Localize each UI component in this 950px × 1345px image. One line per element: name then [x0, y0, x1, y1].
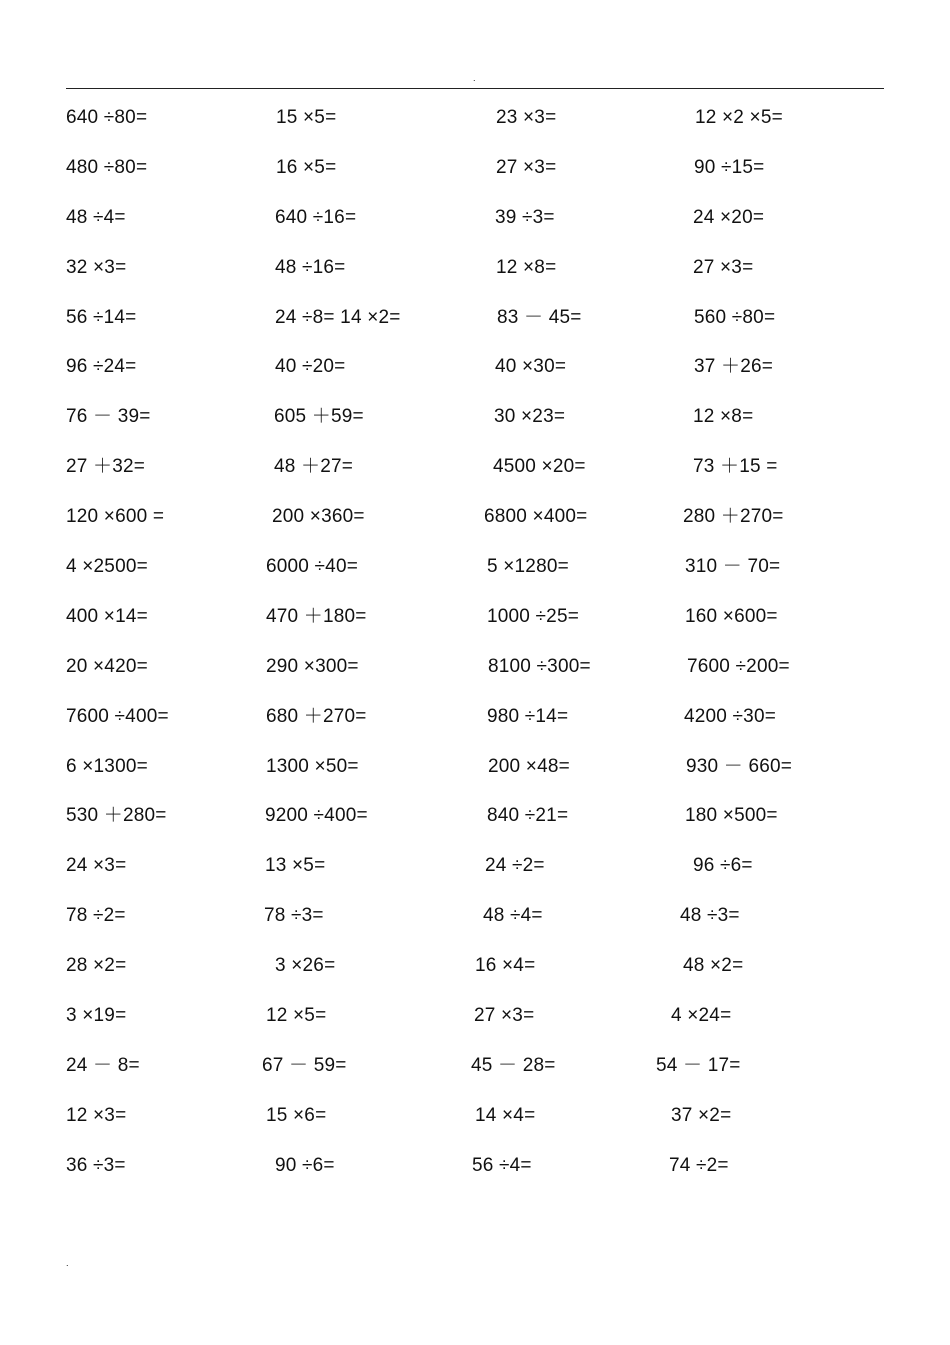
- problem-cell: 37 ＋26=: [694, 356, 774, 378]
- problem-cell: 8100 ÷300=: [488, 655, 591, 677]
- problem-row: [0, 103, 950, 153]
- problem-cell: 40 ×30=: [495, 356, 567, 378]
- problem-cell: 54 － 17=: [656, 1054, 741, 1076]
- problem-cell: 96 ÷6=: [693, 855, 753, 877]
- problem-cell: 12 ×3=: [66, 1104, 127, 1126]
- problem-cell: 4500 ×20=: [493, 456, 586, 478]
- problem-cell: 640 ÷80=: [66, 107, 148, 128]
- problem-cell: 48 ÷4=: [483, 905, 543, 927]
- problem-cell: 12 ×5=: [266, 1005, 327, 1027]
- problem-cell: 5 ×1280=: [487, 556, 569, 578]
- problem-cell: 83 － 45=: [497, 306, 582, 328]
- problem-cell: 1000 ÷25=: [487, 605, 580, 627]
- problem-row: [0, 153, 950, 203]
- problem-cell: 530 ＋280=: [66, 805, 167, 827]
- problem-cell: 9200 ÷400=: [265, 805, 368, 827]
- problem-cell: 200 ×360=: [272, 506, 365, 528]
- problem-cell: 180 ×500=: [685, 805, 778, 827]
- problem-cell: 15 ×6=: [266, 1104, 327, 1126]
- problem-cell: 24 ×20=: [693, 206, 765, 228]
- header-mark: .: [473, 73, 476, 83]
- problem-cell: 120 ×600 =: [66, 506, 165, 528]
- problem-cell: 78 ÷3=: [264, 905, 324, 927]
- problem-cell: 20 ×420=: [66, 655, 148, 677]
- problem-cell: 14 ×4=: [475, 1104, 536, 1126]
- problem-cell: 74 ÷2=: [669, 1154, 729, 1176]
- problem-row: [0, 402, 950, 452]
- problem-cell: 12 ×2 ×5=: [695, 107, 783, 128]
- problem-cell: 4 ×24=: [671, 1005, 732, 1027]
- problem-cell: 24 ÷2=: [485, 855, 545, 877]
- problem-row: [0, 1051, 950, 1101]
- problem-row: [0, 1001, 950, 1051]
- problem-cell: 16 ×5=: [276, 156, 337, 178]
- problem-row: [0, 203, 950, 253]
- problem-row: [0, 253, 950, 303]
- problem-row: [0, 851, 950, 901]
- problem-cell: 400 ×14=: [66, 605, 148, 627]
- problem-row: [0, 652, 950, 702]
- problem-cell: 840 ÷21=: [487, 805, 569, 827]
- problem-cell: 3 ×19=: [66, 1005, 127, 1027]
- problem-row: [0, 352, 950, 402]
- footer-mark: .: [66, 1258, 69, 1268]
- problem-row: [0, 1151, 950, 1201]
- problem-cell: 67 － 59=: [262, 1054, 347, 1076]
- problem-cell: 605 ＋59=: [274, 406, 364, 428]
- problem-cell: 24 － 8=: [66, 1054, 140, 1076]
- problem-cell: 930 － 660=: [686, 755, 793, 777]
- problem-cell: 45 － 28=: [471, 1054, 556, 1076]
- problem-row: [0, 801, 950, 851]
- problem-row: [0, 303, 950, 353]
- problem-cell: 310 － 70=: [685, 556, 781, 578]
- problem-cell: 290 ×300=: [266, 655, 359, 677]
- problem-cell: 90 ÷6=: [275, 1154, 335, 1176]
- problem-cell: 48 ÷4=: [66, 206, 126, 228]
- problem-cell: 4200 ÷30=: [684, 705, 777, 727]
- problem-cell: 200 ×48=: [488, 755, 570, 777]
- problem-cell: 27 ×3=: [496, 156, 557, 178]
- problem-cell: 4 ×2500=: [66, 556, 148, 578]
- problem-cell: 6800 ×400=: [484, 506, 588, 528]
- problem-cell: 78 ÷2=: [66, 905, 126, 927]
- problem-cell: 7600 ÷400=: [66, 705, 169, 727]
- problem-cell: 24 ÷8= 14 ×2=: [275, 306, 401, 328]
- problem-row: [0, 901, 950, 951]
- problem-cell: 48 ÷16=: [275, 256, 346, 278]
- problem-row: [0, 1101, 950, 1151]
- problem-row: [0, 752, 950, 802]
- problem-row: [0, 452, 950, 502]
- problem-cell: 13 ×5=: [265, 855, 326, 877]
- problem-cell: 480 ÷80=: [66, 156, 148, 178]
- problem-cell: 12 ×8=: [496, 256, 557, 278]
- problem-row: [0, 552, 950, 602]
- problem-cell: 280 ＋270=: [683, 506, 784, 528]
- problem-cell: 23 ×3=: [496, 107, 557, 128]
- problem-cell: 560 ÷80=: [694, 306, 776, 328]
- problem-cell: 56 ÷4=: [472, 1154, 532, 1176]
- problem-cell: 160 ×600=: [685, 605, 778, 627]
- problem-cell: 56 ÷14=: [66, 306, 137, 328]
- problem-cell: 30 ×23=: [494, 406, 566, 428]
- problem-cell: 3 ×26=: [275, 955, 336, 977]
- problem-cell: 32 ×3=: [66, 256, 127, 278]
- problem-cell: 36 ÷3=: [66, 1154, 126, 1176]
- problem-cell: 96 ÷24=: [66, 356, 137, 378]
- problem-row: [0, 951, 950, 1001]
- problem-cell: 39 ÷3=: [495, 206, 555, 228]
- problem-cell: 7600 ÷200=: [687, 655, 790, 677]
- problem-cell: 6 ×1300=: [66, 755, 148, 777]
- problem-grid: [0, 103, 950, 1201]
- problem-cell: 6000 ÷40=: [266, 556, 359, 578]
- problem-cell: 90 ÷15=: [694, 156, 765, 178]
- problem-cell: 48 ＋27=: [274, 456, 354, 478]
- problem-cell: 48 ×2=: [683, 955, 744, 977]
- problem-cell: 73 ＋15 =: [693, 456, 778, 478]
- problem-cell: 28 ×2=: [66, 955, 127, 977]
- problem-cell: 980 ÷14=: [487, 705, 569, 727]
- problem-row: [0, 602, 950, 652]
- problem-cell: 16 ×4=: [475, 955, 536, 977]
- problem-cell: 24 ×3=: [66, 855, 127, 877]
- problem-cell: 27 ×3=: [474, 1005, 535, 1027]
- problem-cell: 470 ＋180=: [266, 605, 367, 627]
- problem-cell: 1300 ×50=: [266, 755, 359, 777]
- problem-cell: 12 ×8=: [693, 406, 754, 428]
- problem-cell: 40 ÷20=: [275, 356, 346, 378]
- problem-cell: 37 ×2=: [671, 1104, 732, 1126]
- problem-cell: 680 ＋270=: [266, 705, 367, 727]
- problem-cell: 15 ×5=: [276, 107, 337, 128]
- problem-row: [0, 702, 950, 752]
- problem-cell: 27 ＋32=: [66, 456, 146, 478]
- problem-cell: 48 ÷3=: [680, 905, 740, 927]
- problem-row: [0, 502, 950, 552]
- problem-cell: 76 － 39=: [66, 406, 151, 428]
- problem-cell: 640 ÷16=: [275, 206, 357, 228]
- problem-cell: 27 ×3=: [693, 256, 754, 278]
- header-rule: [66, 88, 884, 89]
